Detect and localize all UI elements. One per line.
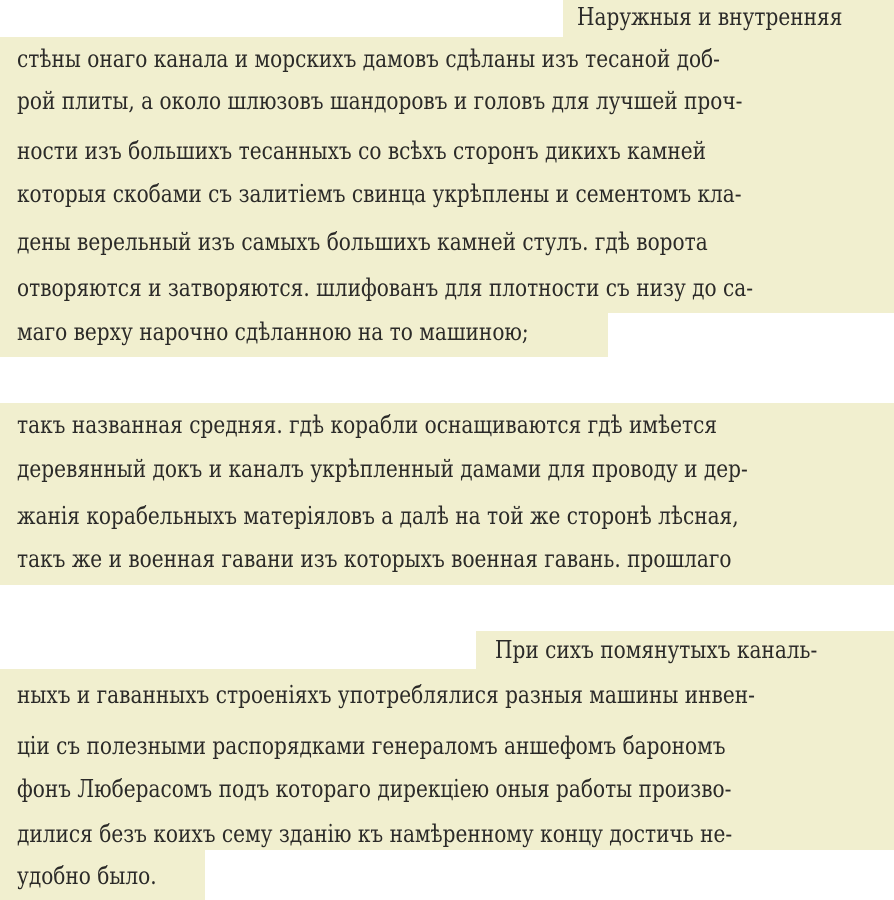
text-line: ныхъ и гаванныхъ строенiяхъ употреблялися разныя машины инвен- (17, 680, 755, 709)
highlight-p1-body (0, 37, 894, 313)
text-line: цiи съ полезными распорядками генераломъ аншефомъ барономъ (17, 731, 726, 760)
text-line: При сихъ помянутыхъ каналь- (495, 635, 818, 664)
text-line: рой плиты, а около шлюзовъ шандоровъ и головъ для лучшей проч- (17, 86, 743, 115)
text-line: стѣны онаго канала и морскихъ дамовъ сдѣланы изъ тесаной доб- (17, 44, 720, 73)
text-line: Наружныя и внутренняя (577, 2, 843, 31)
text-line: деревянный докъ и каналъ укрѣпленный дамами для проводу и дер- (17, 454, 748, 483)
text-line: которыя скобами съ залитiемъ свинца укрѣплены и сементомъ кла- (17, 179, 742, 208)
text-line: дилися безъ коихъ сему зданiю къ намѣренному концу достичь не- (17, 819, 733, 848)
text-line: такъ же и военная гавани изъ которыхъ военная гавань. прошлаго (17, 544, 732, 573)
text-line: такъ названная средняя. гдѣ корабли оснащиваются гдѣ имѣется (17, 410, 718, 439)
text-line: фонъ Люберасомъ подъ котораго дирекцiею оныя работы произво- (17, 774, 732, 803)
text-line: ности изъ большихъ тесанныхъ со всѣхъ сторонъ дикихъ камней (17, 136, 707, 165)
text-line: отворяются и затворяются. шлифованъ для плотности съ низу до са- (17, 273, 754, 302)
text-line: маго верху нарочно сдѣланною на то машиною; (17, 317, 529, 346)
text-line: дены верельный изъ самыхъ большихъ камней стулъ. гдѣ ворота (17, 227, 708, 256)
text-line: жанiя корабельныхъ матерiяловъ а далѣ на той же сторонѣ лѣсная, (17, 501, 739, 530)
text-line: удобно было. (17, 861, 157, 890)
